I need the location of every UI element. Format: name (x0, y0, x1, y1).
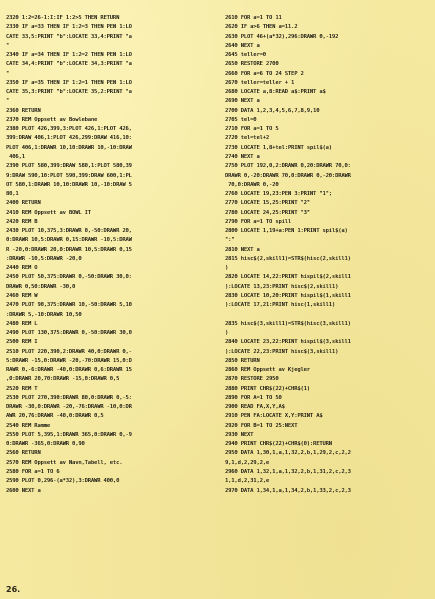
code-line: OT 580,1:DRAWR 10,10:DRAWR 10,-10:DRAW 5 (6, 181, 132, 188)
code-line: 2530 PLOT 270,390:DRAWR 80,0:DRAWR 0,-5: (6, 394, 132, 401)
code-line: 406,1 (6, 153, 25, 160)
code-column-right (225, 14, 432, 496)
code-line: CATE 34,4:PRINT "b":LOCATE 34,3:PRINT "a (6, 61, 132, 68)
code-line: 2960 DATA 1,32,1,a,1,32,2,b,1,31,2,c,2,3 (225, 469, 351, 476)
code-line: 2410 REM Oppsett av BOWL IT (6, 209, 91, 216)
code-line: " (6, 98, 10, 105)
code-line: 2580 FOR a=1 TO 6 (6, 469, 60, 476)
code-line: DRAWR 0,-20:DRAWR 70,0:DRAWR 0,-20:DRAWR (225, 172, 351, 179)
code-line: 0:DRAWR -365,0:DRAWR 0,90 (6, 441, 85, 448)
code-line: 2970 DATA 1,34,1,a,1,34,2,b,1,33,2,c,2,3 (225, 487, 351, 494)
code-line: ":" (225, 237, 235, 244)
code-line: 2420 REM B (6, 218, 38, 225)
code-line: RAWR 0,-6:DRAWR -40,0:DRAWR 0,6:DRAWR 15 (6, 367, 132, 374)
code-line: 399:DRAW 406,1:PLOT 426,299:DRAW 416,10: (6, 135, 132, 142)
code-line: 2835 hisc$(3,skill1)=STR$(hisc(3,skill1) (225, 320, 351, 327)
code-line: 2820 LOCATE 14,22:PRINT hispil$(2,skill1 (225, 274, 351, 281)
code-line: 2790 FOR a=1 TO spill (225, 218, 292, 225)
code-line: 2590 PLOT 0,296-(a*32),3:DRAWR 400,0 (6, 478, 120, 485)
code-line: ):LOCATE 17,21:PRINT hisc(1,skill1) (225, 302, 336, 309)
code-line: 2720 tel=tel+2 (225, 135, 270, 142)
code-line: 2780 LOCATE 24,25:PRINT "3" (225, 209, 310, 216)
code-line: ) (225, 330, 229, 337)
code-line: 2730 LOCATE 1,8+tel:PRINT spil$(a) (225, 144, 332, 151)
code-line: 2950 DATA 1,30,1,a,1,32,2,b,1,29,2,c,2,2 (225, 450, 351, 457)
code-line: R -20,0:DRAWR 20,0:DRAWR 10,5:DRAWR 0,15 (6, 246, 132, 253)
code-line: " (6, 42, 10, 49)
code-line: 2380 PLOT 426,399,3:PLOT 426,1:PLOT 426, (6, 126, 132, 133)
code-line: CATE 33,5:PRINT "b":LOCATE 33,4:PRINT "a (6, 33, 132, 40)
code-line: 0:DRAWR 10,5:DRAWR 0,15:DRAWR -10,5:DRAW (6, 237, 132, 244)
code-line: 2600 NEXT a (6, 487, 41, 494)
code-line: 2640 NEXT a (225, 42, 260, 49)
code-line: 2650 RESTORE 2700 (225, 61, 279, 68)
code-line: :DRAWR -10,5:DRAWR -20,0 (6, 255, 82, 262)
code-line: 2440 REM O (6, 265, 38, 272)
code-line: 2850 RETURN (225, 357, 260, 364)
code-line: 2390 PLOT 580,399:DRAW 580,1:PLOT 580,39 (6, 163, 132, 170)
code-line: PLOT 406,1:DRAWR 10,10:DRAWR 10,-10:DRAW (6, 144, 132, 151)
code-line: 2520 REM T (6, 385, 38, 392)
code-line: AWR 20,76:DRAWR -40,0:DRAWR 0,5 (6, 413, 104, 420)
code-line: 2560 RETURN (6, 450, 41, 457)
code-column-left (6, 14, 213, 496)
code-line: 2490 PLOT 130,375:DRAWR 0,-50:DRAWR 30,0 (6, 330, 132, 337)
code-line: 2940 PRINT CHR$(22)+CHR$(0):RETURN (225, 441, 332, 448)
code-line: 2660 FOR a=6 TO 24 STEP 2 (225, 70, 304, 77)
code-line: 2710 FOR a=1 TO 5 (225, 126, 279, 133)
code-line: 2645 teller=0 (225, 52, 266, 59)
code-line: 2370 REM Oppsett av Bowlebane (6, 116, 98, 123)
code-line: 2815 hisc$(2,skill1)=STR$(hisc(2,skill1) (225, 255, 351, 262)
code-line: 2460 REM W (6, 292, 38, 299)
code-line: 2610 FOR a=1 TO 11 (225, 15, 282, 21)
code-line: CATE 35,3:PRINT "b":LOCATE 35,2:PRINT "a (6, 89, 132, 96)
code-line: 2870 RESTORE 2950 (225, 376, 279, 383)
code-line: 2930 NEXT (225, 431, 254, 438)
code-line: 2700 DATA 1,2,3,4,5,6,7,8,9,10 (225, 107, 320, 114)
code-line: 2400 RETURN (6, 200, 41, 207)
code-line: 2340 IF a=34 THEN IF 1:2=2 THEN PEN 1:LO (6, 52, 132, 59)
code-line: 2810 NEXT a (225, 246, 260, 253)
code-line: 70,0:DRAWR 0,-20 (225, 181, 279, 188)
code-line: 2705 tel=0 (225, 116, 257, 123)
code-line: 2540 REM Ramme (6, 422, 51, 429)
code-line: 2690 NEXT a (225, 98, 260, 105)
code-line: 9:DRAW 590,10:PLOT 590,399:DRAW 600,1:PL (6, 172, 132, 179)
code-line: 5:DRAWR -15,0:DRAWR -20,-70:DRAWR 15,0:D (6, 357, 132, 364)
code-line: 2550 PLOT 5,395,1:DRAWR 365,0:DRAWR 0,-9 (6, 431, 132, 438)
code-line: 2360 RETURN (6, 107, 41, 114)
code-line: 2760 LOCATE 19,23:PEN 3:PRINT "1"; (225, 191, 332, 198)
code-line: 2880 PRINT CHR$(22)+CHR$(1) (225, 385, 310, 392)
code-line: 2740 NEXT a (225, 153, 260, 160)
code-line: 1,1,d,2,31,2,e (225, 478, 270, 485)
code-line: 2890 FOR A=1 TO 50 (225, 394, 282, 401)
code-line: ):LOCATE 13,23:PRINT hisc$(2,skill1) (225, 283, 339, 290)
code-line: 2320 1:2=26-1:I:IF 1:2>5 THEN RETURN (6, 15, 120, 21)
code-line: 2430 PLOT 10,375,3:DRAWR 0,-50:DRAWR 20, (6, 228, 132, 235)
code-line: 80,1 (6, 191, 19, 198)
code-line: 2830 LOCATE 10,20:PRINT hispil$(1,skill1 (225, 292, 351, 299)
code-line: 2620 IF a>6 THEN a=11.2 (225, 24, 298, 31)
code-line: 2910 PEN FA:LOCATE X,Y:PRINT A$ (225, 413, 323, 420)
code-line: 2450 PLOT 50,375:DRAWR 0,-50:DRAWR 30,0: (6, 274, 132, 281)
code-line (225, 311, 432, 320)
code-line: 2750 PLOT 192,0,2:DRAWR 0,20:DRAWR 70,0: (225, 163, 351, 170)
code-line: 2630 PLOT 46+(a*32),296:DRAWR 0,-192 (225, 33, 339, 40)
code-line: 2350 IF a=35 THEN IF 1:2=1 THEN PEN 1:LO (6, 79, 132, 86)
code-line: 2770 LOCATE 15,25:PRINT "2" (225, 200, 310, 207)
code-line: 2500 REM I (6, 339, 38, 346)
code-line: ) (225, 265, 229, 272)
code-line: :DRAWR 5,-10:DRAWR 10,50 (6, 311, 82, 318)
code-line: DRAWR -30,0:DRAWR -20,-76:DRAWR -10,0:DR (6, 404, 132, 411)
code-line: 9,1,d,2,29,2,e (225, 459, 270, 466)
code-line: 2570 REM Oppsett av Navn,Tabell, etc. (6, 459, 123, 466)
code-line: 2860 REM Oppsett av Kjegler (225, 367, 310, 374)
code-line: " (6, 70, 10, 77)
code-line: 2670 teller=teller + 1 (225, 79, 295, 86)
code-line: ):LOCATE 22,23:PRINT hisc$(3,skill1) (225, 348, 339, 355)
code-line: 2800 LOCATE 1,19+a:PEN 1:PRINT spil$(a) (225, 228, 348, 235)
code-line: ,0:DRAWR 20,70:DRAWR -15,0:DRAWR 0,5 (6, 376, 120, 383)
code-line: 2470 PLOT 90,375:DRAWR 10,-50:DRAWR 5,10 (6, 302, 132, 309)
code-line: 2680 LOCATE a,8:READ a$:PRINT a$ (225, 89, 326, 96)
code-line: 2840 LOCATE 23,22:PRINT hispil$(3,skill1 (225, 339, 351, 346)
code-line: DRAWR 0,50:DRAWR -30,0 (6, 283, 76, 290)
code-line: 2900 READ FA,X,Y,A$ (225, 404, 285, 411)
code-line: 2920 FOR B=1 TO 25:NEXT (225, 422, 298, 429)
page-number: 26. (6, 585, 21, 594)
code-line: 2330 IF a=33 THEN IF 1:2=3 THEN PEN 1:LO (6, 24, 132, 31)
code-line: 2480 REM L (6, 320, 38, 327)
code-line: 2510 PLOT 220,390,2:DRAWR 40,0:DRAWR 0,- (6, 348, 132, 355)
